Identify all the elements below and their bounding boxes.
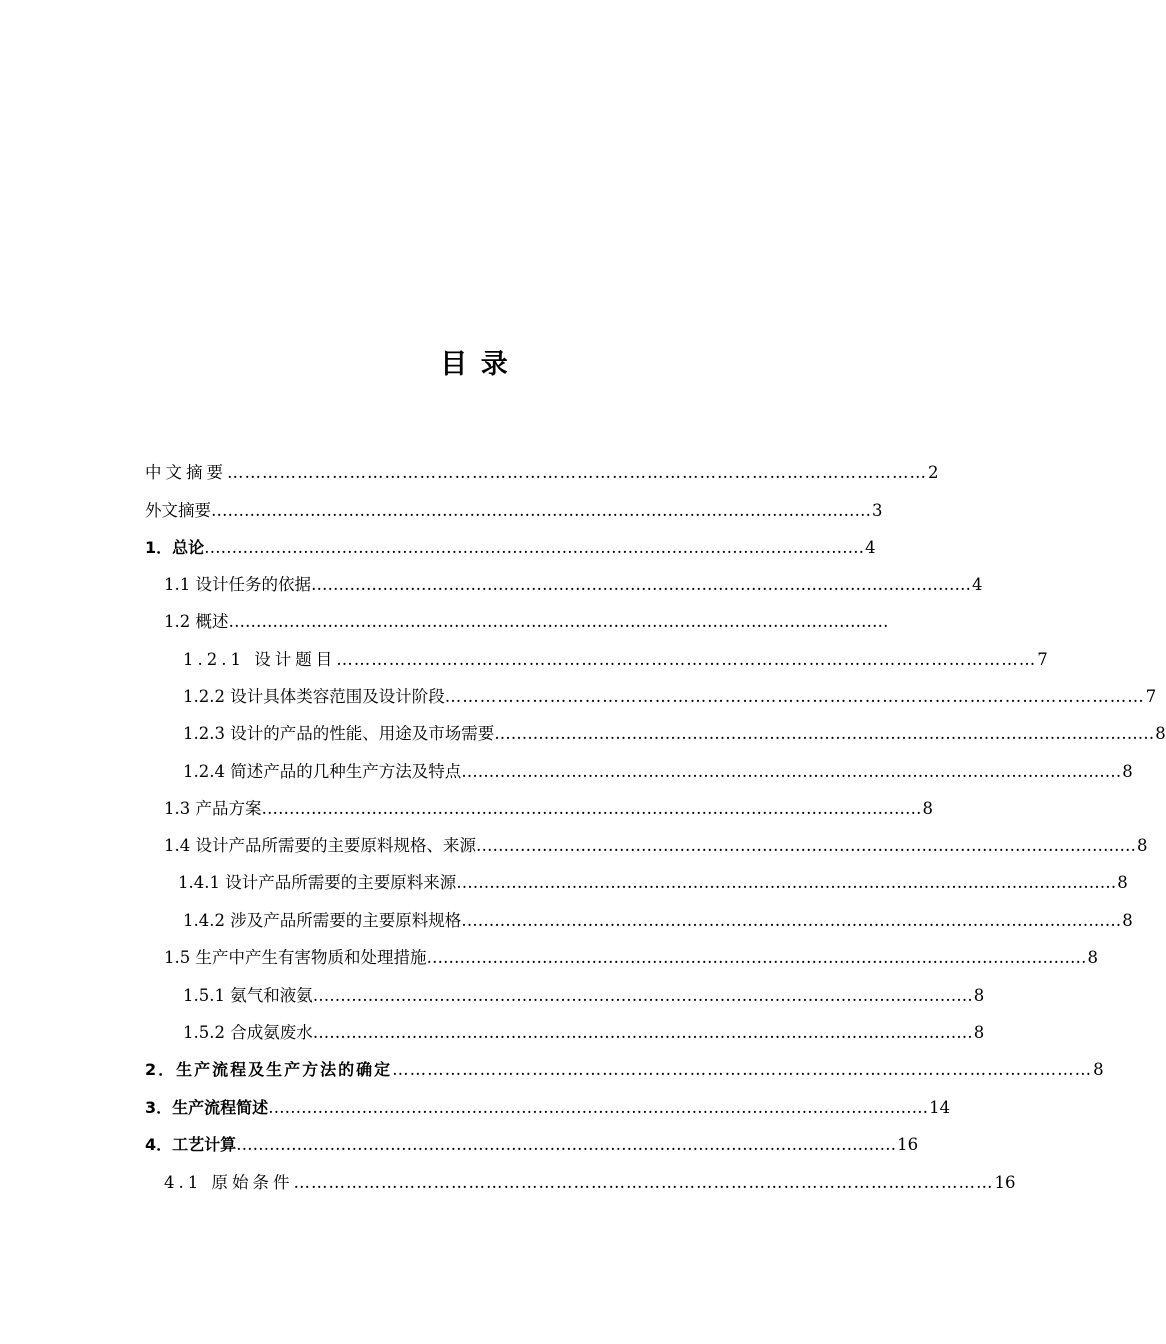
toc-leader-dots: ………………………………………………………………………………………………………… xyxy=(204,538,865,557)
toc-leader-dots: ………………………………………………………………………………………………………… xyxy=(476,836,1136,855)
toc-entry[interactable] xyxy=(145,460,939,486)
toc-entry-page: 4 xyxy=(865,538,876,557)
toc-leader-dots: ………………………………………………………………………………………………………… xyxy=(211,501,871,520)
toc-entry-label: 1.2.4 简述产品的几种生产方法及特点 xyxy=(183,762,462,781)
toc-entry-label: 中文摘要 xyxy=(145,463,227,482)
toc-entry-label: 1.2.3 设计的产品的性能、用途及市场需要 xyxy=(183,724,495,743)
toc-leader-dots: ………………………………………………………………………………………………………… xyxy=(268,1098,929,1117)
toc-entry[interactable] xyxy=(145,1095,951,1121)
toc-entry-label: 外文摘要 xyxy=(145,501,211,520)
toc-entry-label: 2．生产流程及生产方法的确定 xyxy=(145,1060,393,1079)
toc-entry-page: 7 xyxy=(1145,687,1157,706)
toc-entry[interactable] xyxy=(145,535,876,561)
toc-entry-page: 8 xyxy=(922,799,933,818)
toc-entry[interactable] xyxy=(183,759,1133,785)
toc-leader-dots: ………………………………………………………………………………………………………… xyxy=(311,575,971,594)
toc-entry[interactable] xyxy=(145,1132,919,1158)
toc-leader-dots: ………………………………………………………………………………………………………… xyxy=(336,650,1037,669)
toc-entry-page: 16 xyxy=(897,1135,919,1154)
toc-entry[interactable] xyxy=(183,647,1048,673)
toc-leader-dots: ………………………………………………………………………………………………………… xyxy=(312,1023,973,1042)
toc-entry-page: 8 xyxy=(1155,724,1166,743)
toc-entry-page: 16 xyxy=(994,1173,1016,1192)
toc-entry-page: 8 xyxy=(973,1023,985,1042)
toc-entry[interactable] xyxy=(164,572,983,598)
toc-entry-page: 3 xyxy=(872,501,883,520)
toc-leader-dots: ………………………………………………………………………………………………………… xyxy=(444,687,1145,706)
toc-leader-dots: ………………………………………………………………………………………………………… xyxy=(227,463,927,482)
toc-entry-page: 8 xyxy=(1122,911,1133,930)
toc-entry-page: 8 xyxy=(1137,836,1148,855)
toc-entry-page: 8 xyxy=(1117,873,1128,892)
toc-entry[interactable] xyxy=(145,498,883,524)
toc-leader-dots: ………………………………………………………………………………………………………… xyxy=(228,612,889,631)
toc-entry-page: 7 xyxy=(1037,650,1048,669)
toc-entry[interactable] xyxy=(183,1020,985,1046)
toc-entry[interactable] xyxy=(183,721,1166,747)
toc-entry-page: 14 xyxy=(929,1098,951,1117)
toc-entry-label: 3．生产流程简述 xyxy=(145,1098,269,1117)
toc-entry[interactable] xyxy=(164,945,1098,971)
toc-entry-label: 1.5 生产中产生有害物质和处理措施 xyxy=(164,948,427,967)
toc-leader-dots: ………………………………………………………………………………………………………… xyxy=(293,1173,994,1192)
toc-entry[interactable] xyxy=(183,983,985,1009)
toc-leader-dots: ………………………………………………………………………………………………………… xyxy=(392,1060,1093,1079)
toc-leader-dots: ………………………………………………………………………………………………………… xyxy=(461,911,1122,930)
toc-leader-dots: ………………………………………………………………………………………………………… xyxy=(236,1135,897,1154)
toc-entry-label: 1.2 概述 xyxy=(164,612,229,631)
toc-leader-dots: ………………………………………………………………………………………………………… xyxy=(461,762,1122,781)
toc-leader-dots: ………………………………………………………………………………………………………… xyxy=(494,724,1155,743)
toc-entry-label: 1.4.2 涉及产品所需要的主要原料规格 xyxy=(183,911,462,930)
toc-entry-label: 1.3 产品方案 xyxy=(164,799,262,818)
toc-entry-label: 1.2.2 设计具体类容范围及设计阶段 xyxy=(183,687,445,706)
toc-entry-label: 1．总论 xyxy=(145,538,205,557)
toc-leader-dots: ………………………………………………………………………………………………………… xyxy=(456,873,1117,892)
toc-entry-page: 8 xyxy=(1122,762,1133,781)
toc-entry[interactable] xyxy=(164,796,933,822)
toc-entry[interactable] xyxy=(145,1057,1104,1083)
toc-entry-page: 4 xyxy=(972,575,983,594)
toc-entry-page: 2 xyxy=(928,463,939,482)
toc-leader-dots: ………………………………………………………………………………………………………… xyxy=(261,799,922,818)
toc-entry[interactable] xyxy=(183,908,1133,934)
toc-entry-label: 1.1 设计任务的依据 xyxy=(164,575,311,594)
toc-leader-dots: ………………………………………………………………………………………………………… xyxy=(312,986,973,1005)
toc-entry-label: 1.5.1 氨气和液氨 xyxy=(183,986,313,1005)
toc-entry-label: 1.4 设计产品所需要的主要原料规格、来源 xyxy=(164,836,476,855)
toc-entry-label: 1.2.1 设计题目 xyxy=(183,650,337,669)
toc-entry[interactable] xyxy=(164,833,1148,859)
toc-entry-page: 8 xyxy=(973,986,985,1005)
toc-entry[interactable] xyxy=(164,609,889,635)
toc-entry-label: 1.4.1 设计产品所需要的主要原料来源 xyxy=(178,873,457,892)
toc-entry[interactable] xyxy=(183,684,1157,710)
toc-entry[interactable] xyxy=(178,870,1128,896)
page-title: 目 录 xyxy=(440,349,510,380)
toc-entry-label: 4．工艺计算 xyxy=(145,1135,237,1154)
toc-entry-page: 8 xyxy=(1087,948,1098,967)
toc-leader-dots: ………………………………………………………………………………………………………… xyxy=(426,948,1087,967)
toc-entry-label: 4.1 原始条件 xyxy=(164,1173,294,1192)
toc-entry-page: 8 xyxy=(1093,1060,1104,1079)
toc-entry-label: 1.5.2 合成氨废水 xyxy=(183,1023,313,1042)
toc-entry[interactable] xyxy=(164,1170,1016,1196)
